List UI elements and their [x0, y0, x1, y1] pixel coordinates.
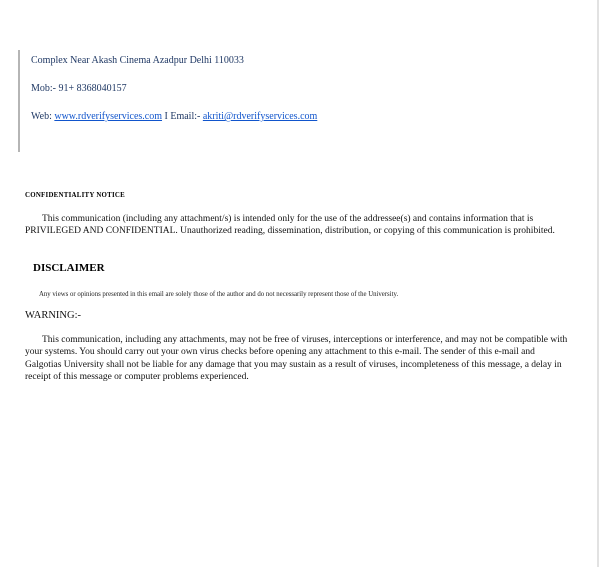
email-signature	[31, 54, 551, 138]
warning-heading: WARNING:-	[25, 310, 81, 321]
quote-bar	[18, 50, 20, 152]
right-edge-divider	[597, 0, 599, 567]
email-label-separator: I Email:-	[162, 111, 203, 122]
website-link[interactable]: www.rdverifyservices.com	[54, 111, 163, 122]
disclaimer-heading: DISCLAIMER	[33, 262, 105, 274]
warning-body: This communication, including any attachments, may not be free of viruses, interceptions or interference, and may not be compatible with your systems. You should carry out your own virus checks before opening any attachment to this e-mail. The sender of this e-mail and Galgotias University shall not be liable for any damage that you may sustain as a result of viruses, incompleteness of this message, a delay in receipt of this message or computer problems experienced.	[25, 335, 568, 383]
disclaimer-body: Any views or opinions presented in this email are solely those of the author and do not necessarily represent those of the University.	[39, 291, 399, 298]
confidentiality-notice-heading: CONFIDENTIALITY NOTICE	[25, 192, 126, 199]
web-label: Web:	[31, 111, 55, 122]
signature-web-email-line	[31, 110, 551, 123]
confidentiality-notice-body: This communication (including any attachment/s) is intended only for the use of the addressee(s) and contains information that is PRIVILEGED AND CONFIDENTIAL. Unauthorized reading, dissemination, distribution, or copying of this communication is prohibited.	[25, 214, 555, 237]
signature-address-line: Complex Near Akash Cinema Azadpur Delhi 110033	[31, 55, 244, 66]
signature-mobile-line: Mob:- 91+ 8368040157	[31, 83, 127, 94]
email-link[interactable]: akriti@rdverifyservices.com	[202, 111, 318, 122]
